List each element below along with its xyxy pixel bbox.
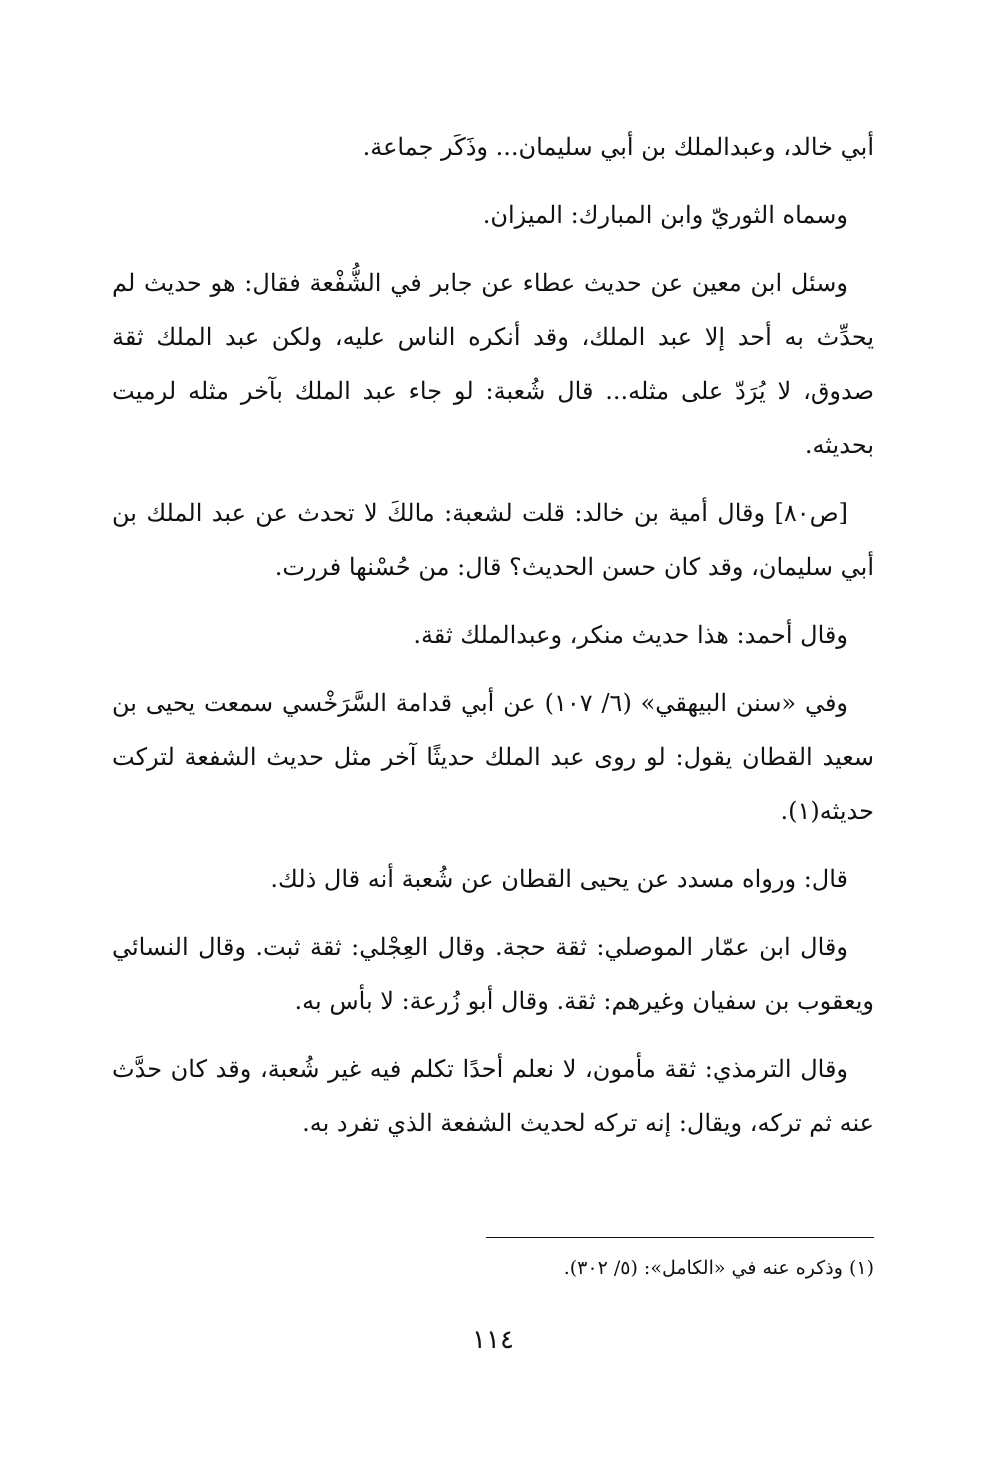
footnote: (١) وذكره عنه في «الكامل»: (٥/ ٣٠٢). — [563, 1257, 874, 1279]
page-body — [112, 120, 874, 1164]
paragraph: [ص٨٠] وقال أمية بن خالد: قلت لشعبة: مالكَ لا تحدث عن عبد الملك بن أبي سليمان، وقد كان حسن الحديث؟ قال: من حُسْنها فررت. — [112, 499, 874, 581]
paragraph: وقال ابن عمّار الموصلي: ثقة حجة. وقال العِجْلي: ثقة ثبت. وقال النسائي ويعقوب بن سفيان وغيرهم: ثقة. وقال أبو زُرعة: لا بأس به. — [112, 933, 874, 1015]
paragraph: قال: ورواه مسدد عن يحيى القطان عن شُعبة أنه قال ذلك. — [270, 865, 848, 893]
paragraph: وسماه الثوريّ وابن المبارك: الميزان. — [482, 201, 848, 229]
paragraph: وفي «سنن البيهقي» (٦/ ١٠٧) عن أبي قدامة السَّرَخْسي سمعت يحيى بن سعيد القطان يقول: لو روى عبد الملك حديثًا آخر مثل حديث الشفعة لتركت حديثه(١). — [112, 689, 874, 825]
footnote-divider — [486, 1237, 874, 1238]
paragraph: وقال أحمد: هذا حديث منكر، وعبدالملك ثقة. — [413, 621, 848, 649]
paragraph: أبي خالد، وعبدالملك بن أبي سليمان... وذَكَر جماعة. — [362, 133, 874, 161]
page-number: ١١٤ — [472, 1325, 514, 1355]
paragraph: وقال الترمذي: ثقة مأمون، لا نعلم أحدًا تكلم فيه غير شُعبة، وقد كان حدَّث عنه ثم تركه، ويقال: إنه تركه لحديث الشفعة الذي تفرد به. — [112, 1055, 874, 1137]
paragraph: وسئل ابن معين عن حديث عطاء عن جابر في الشُّفْعة فقال: هو حديث لم يحدِّث به أحد إلا عبد الملك، وقد أنكره الناس عليه، ولكن عبد الملك ثقة صدوق، لا يُرَدّ على مثله... قال شُعبة: لو جاء عبد الملك بآخر مثله لرميت بحديثه. — [112, 269, 874, 459]
